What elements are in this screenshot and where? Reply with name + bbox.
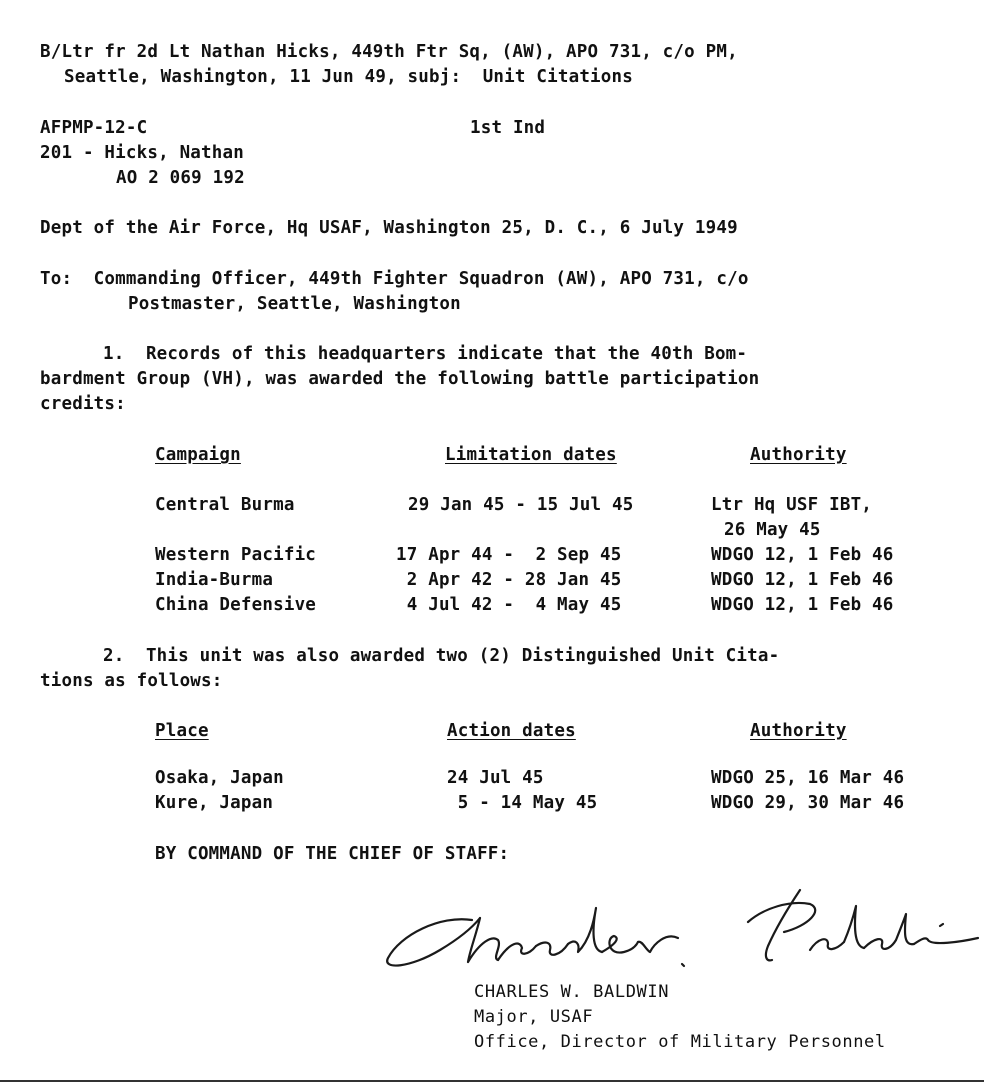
signatory-name: CHARLES W. BALDWIN bbox=[474, 982, 670, 1002]
header-line-2: Seattle, Washington, 11 Jun 49, subj: Unit Citations bbox=[64, 67, 634, 87]
campaign-name: China Defensive bbox=[155, 595, 317, 615]
campaign-authority-cont: 26 May 45 bbox=[724, 520, 821, 540]
campaign-name: Western Pacific bbox=[155, 545, 317, 565]
citation-authority: WDGO 29, 30 Mar 46 bbox=[711, 793, 905, 813]
campaign-authority: Ltr Hq USF IBT, bbox=[711, 495, 873, 515]
place-header: Place bbox=[155, 721, 209, 741]
campaign-authority: WDGO 12, 1 Feb 46 bbox=[711, 570, 894, 590]
ref-code: AFPMP-12-C bbox=[40, 118, 148, 138]
ref-file: 201 - Hicks, Nathan bbox=[40, 143, 244, 163]
campaign-header: Campaign bbox=[155, 445, 241, 465]
action-dates-header: Action dates bbox=[447, 721, 576, 741]
campaign-dates: 2 Apr 42 - 28 Jan 45 bbox=[396, 570, 622, 590]
campaign-dates: 17 Apr 44 - 2 Sep 45 bbox=[396, 545, 622, 565]
citation-dates: 5 - 14 May 45 bbox=[447, 793, 598, 813]
campaign-dates: 29 Jan 45 - 15 Jul 45 bbox=[408, 495, 634, 515]
campaign-authority: WDGO 12, 1 Feb 46 bbox=[711, 545, 894, 565]
para1-line-2: bardment Group (VH), was awarded the following battle participation bbox=[40, 369, 760, 389]
indorsement-number: 1st Ind bbox=[470, 118, 546, 138]
para2-line-1: 2. This unit was also awarded two (2) Distinguished Unit Cita- bbox=[103, 646, 780, 666]
limitation-dates-header: Limitation dates bbox=[445, 445, 617, 465]
header-line-1: B/Ltr fr 2d Lt Nathan Hicks, 449th Ftr Sq, (AW), APO 731, c/o PM, bbox=[40, 42, 738, 62]
campaign-name: India-Burma bbox=[155, 570, 274, 590]
to-line-1: To: Commanding Officer, 449th Fighter Squadron (AW), APO 731, c/o bbox=[40, 269, 749, 289]
campaign-name: Central Burma bbox=[155, 495, 295, 515]
campaign-dates: 4 Jul 42 - 4 May 45 bbox=[396, 595, 622, 615]
citation-place: Osaka, Japan bbox=[155, 768, 284, 788]
from-line: Dept of the Air Force, Hq USAF, Washington 25, D. C., 6 July 1949 bbox=[40, 218, 738, 238]
citation-authority-header: Authority bbox=[750, 721, 847, 741]
command-line: BY COMMAND OF THE CHIEF OF STAFF: bbox=[155, 844, 510, 864]
signatory-office: Office, Director of Military Personnel bbox=[474, 1032, 886, 1052]
citation-authority: WDGO 25, 16 Mar 46 bbox=[711, 768, 905, 788]
campaign-authority: WDGO 12, 1 Feb 46 bbox=[711, 595, 894, 615]
authority-header: Authority bbox=[750, 445, 847, 465]
signature bbox=[380, 880, 980, 980]
citation-place: Kure, Japan bbox=[155, 793, 274, 813]
bottom-rule bbox=[0, 1080, 984, 1082]
ref-serial: AO 2 069 192 bbox=[116, 168, 245, 188]
para1-line-1: 1. Records of this headquarters indicate that the 40th Bom- bbox=[103, 344, 748, 364]
signatory-rank: Major, USAF bbox=[474, 1007, 594, 1027]
to-line-2: Postmaster, Seattle, Washington bbox=[128, 294, 461, 314]
para1-line-3: credits: bbox=[40, 394, 126, 414]
para2-line-2: tions as follows: bbox=[40, 671, 223, 691]
citation-dates: 24 Jul 45 bbox=[447, 768, 544, 788]
